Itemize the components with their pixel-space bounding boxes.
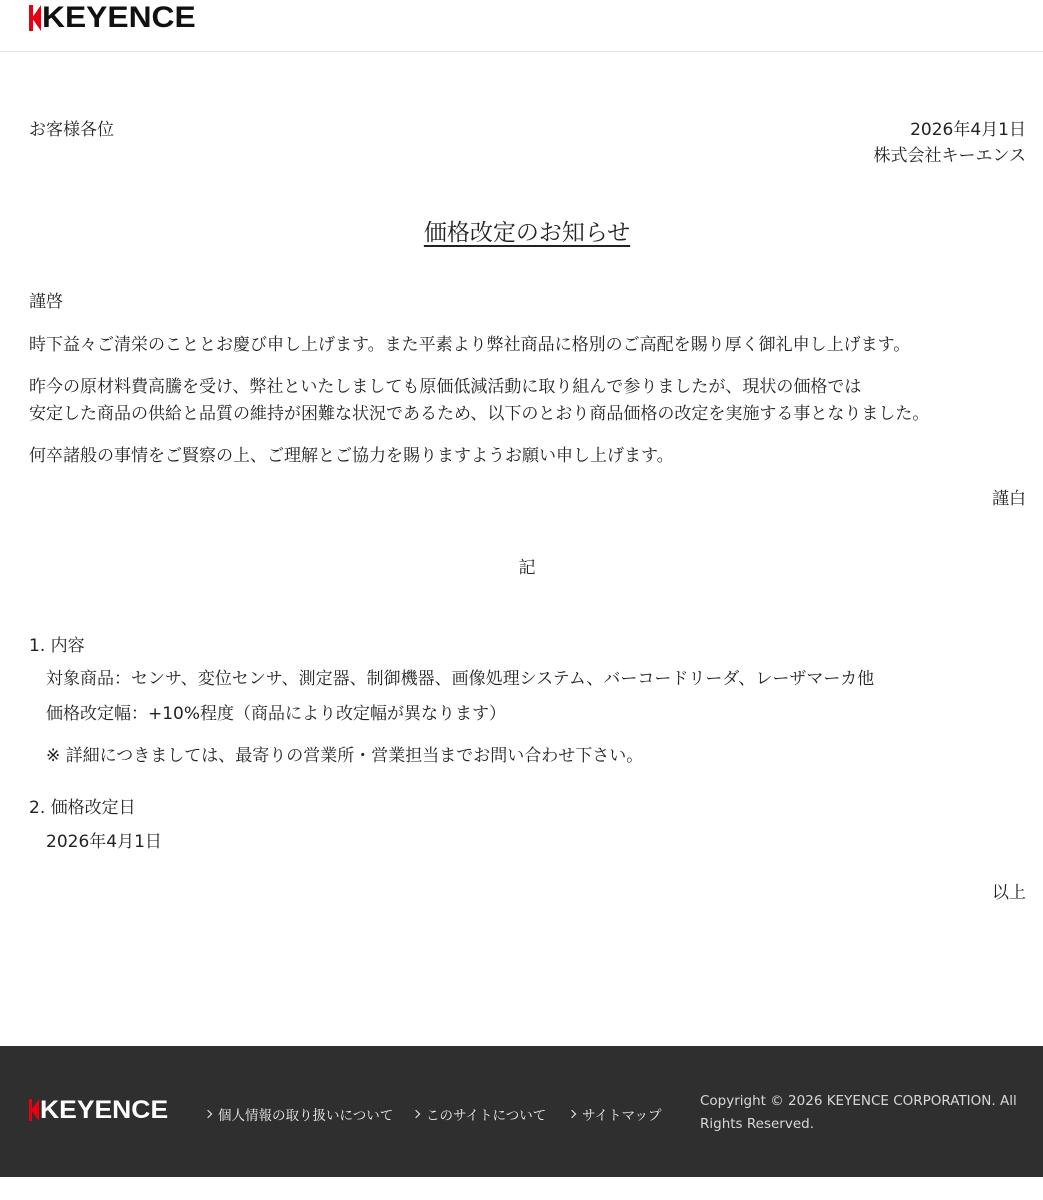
copyright-text: Copyright © 2026 KEYENCE CORPORATION. All Rights Reserved.: [700, 1093, 1017, 1132]
company-name: 株式会社キーエンス: [873, 146, 1026, 166]
section2-heading: 2. 価格改定日: [29, 798, 136, 818]
section1-heading: 1. 内容: [29, 636, 85, 656]
chevron-right-icon: [412, 1110, 420, 1118]
ki-heading: 記: [518, 558, 536, 578]
site-footer: [0, 1046, 1043, 1177]
footer-link-label: 個人情報の取り扱いについて: [218, 1108, 394, 1124]
page-title: 価格改定のお知らせ: [423, 220, 631, 246]
keyence-logo-text: KEYENCE: [42, 1, 196, 34]
chevron-right-icon: [204, 1110, 212, 1118]
closing-salutation: 謹白: [992, 489, 1026, 509]
greeting-paragraph: 時下益々ご清栄のこととお慶び申し上げます。また平素より弊社商品に格別のご高配を賜り厚く御礼申し上げます。: [29, 335, 911, 355]
opening-salutation: 謹啓: [29, 292, 63, 312]
section1-range: 価格改定幅：+10%程度（商品により改定幅が異なります）: [46, 704, 507, 724]
section1-note: ※ 詳細につきましては、最寄りの営業所・営業担当までお問い合わせ下さい。: [46, 746, 644, 766]
section2-date: 2026年4月1日: [46, 832, 162, 852]
reason-paragraph-line1: 昨今の原材料費高騰を受け、弊社といたしましても原価低減活動に取り組んで参りましたが、現状の価格では: [29, 377, 862, 397]
request-paragraph: 何卒諸般の事情をご賢察の上、ご理解とご協力を賜りますようお願い申し上げます。: [29, 446, 674, 466]
footer-link-about-site[interactable]: [411, 1104, 546, 1124]
site-header: [0, 0, 1043, 52]
section1-products: 対象商品：センサ、変位センサ、測定器、制御機器、画像処理システム、バーコードリーダ、レーザマーカ他: [46, 669, 875, 689]
end-mark: 以上: [992, 883, 1026, 903]
notice-date: 2026年4月1日: [910, 120, 1026, 140]
footer-link-sitemap[interactable]: [567, 1104, 662, 1124]
footer-link-label: サイトマップ: [582, 1108, 662, 1124]
footer-link-privacy[interactable]: [203, 1104, 393, 1124]
footer-logo-mark: [29, 1099, 39, 1121]
chevron-right-icon: [568, 1110, 576, 1118]
keyence-logo[interactable]: [29, 1, 196, 34]
addressee: お客様各位: [29, 120, 114, 140]
footer-link-label: このサイトについて: [426, 1108, 547, 1124]
keyence-logo-mark: [29, 5, 41, 31]
reason-paragraph-line2: 安定した商品の供給と品質の維持が困難な状況であるため、以下のとおり商品価格の改定を実施する事となりました。: [29, 404, 930, 424]
footer-keyence-logo[interactable]: [29, 1095, 169, 1124]
footer-logo-text: KEYENCE: [40, 1095, 169, 1124]
